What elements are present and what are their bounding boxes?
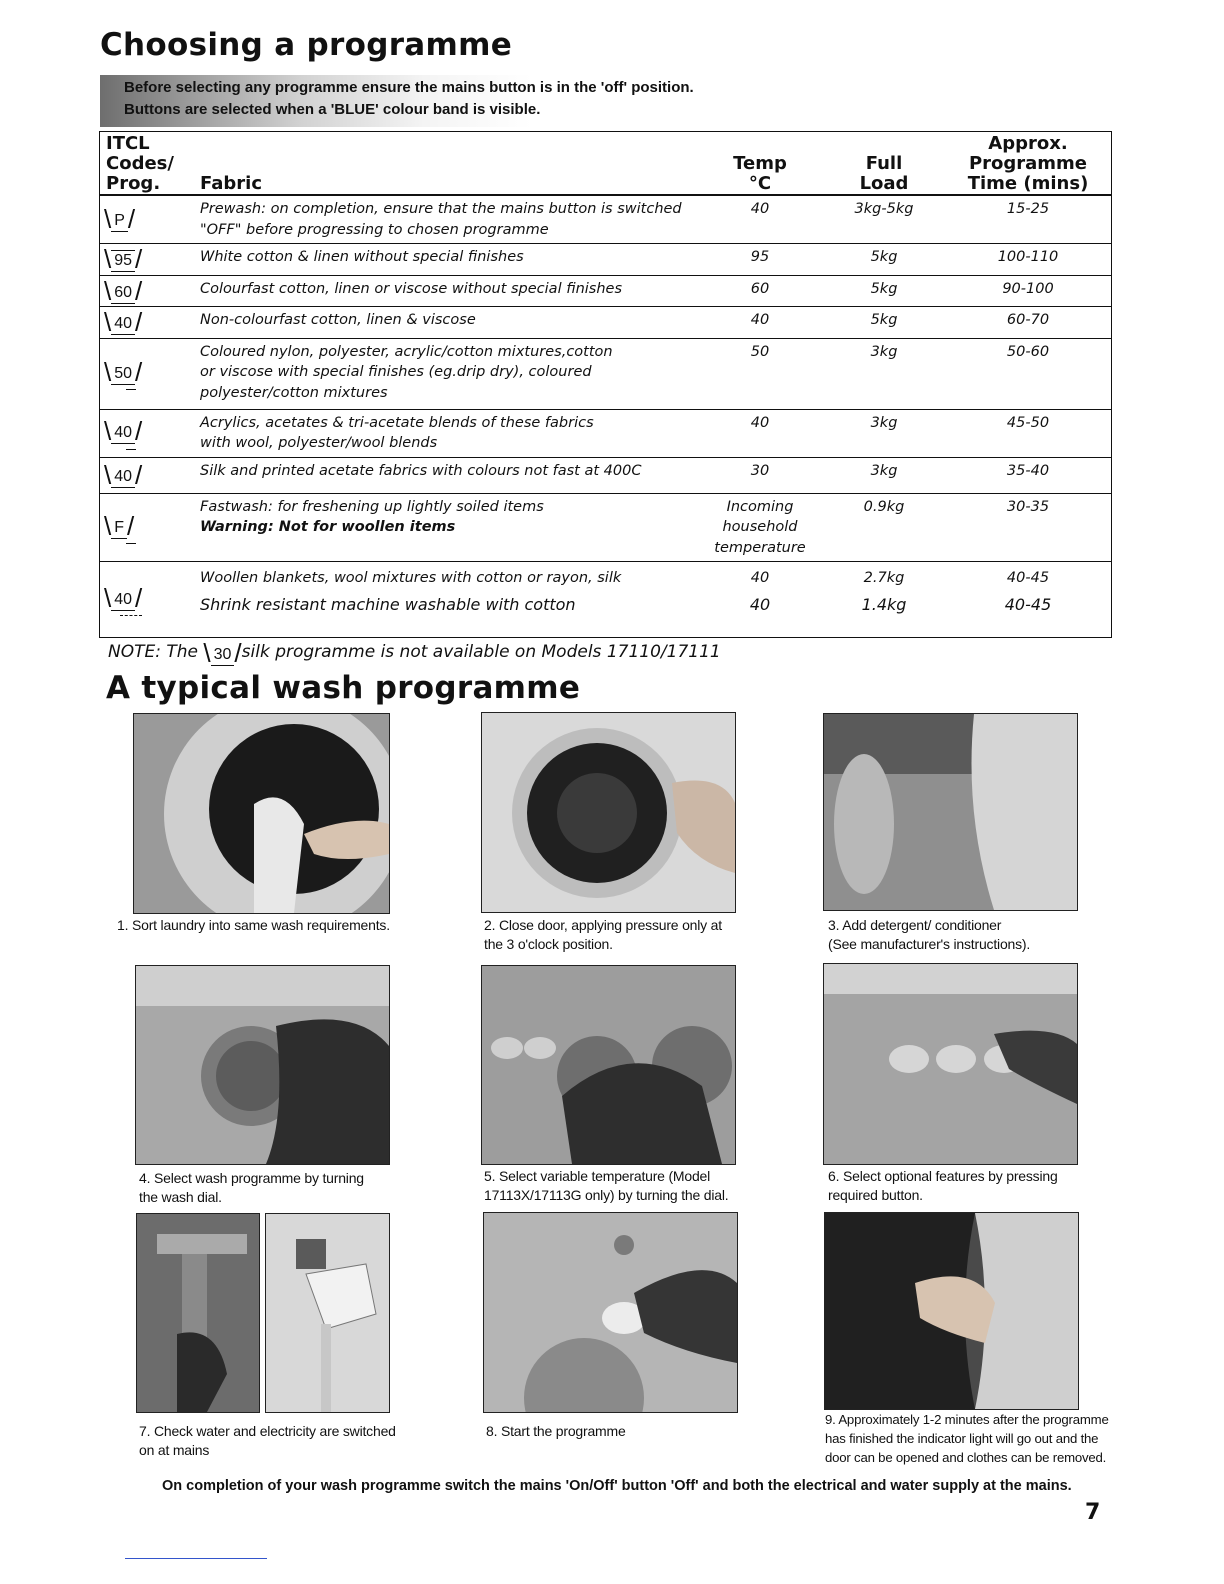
door-image	[482, 713, 735, 912]
temperature-dial-image	[482, 966, 735, 1164]
wash-tub-icon: \ F /	[104, 510, 135, 541]
time-cell: 30-35	[947, 493, 1112, 562]
header-temp	[699, 132, 823, 196]
open-door-image	[825, 1213, 1078, 1409]
load-cell: 0.9kg	[823, 493, 947, 562]
step-caption-8: 8. Start the programme	[486, 1423, 626, 1439]
section-title-typical: A typical wash programme	[106, 670, 581, 706]
detergent-drawer-image	[824, 714, 1077, 910]
time-cell: 45-50	[947, 409, 1112, 457]
header-time-1: Approx.	[988, 133, 1068, 154]
step-caption-1: 1. Sort laundry into same wash requirements.	[117, 917, 390, 933]
photo-select-programme	[135, 965, 390, 1165]
fabric-cell: Non-colourfast cotton, linen & viscose	[194, 307, 699, 339]
step-caption-4: 4. Select wash programme by turning the wash dial.	[139, 1170, 364, 1205]
photo-start-programme	[483, 1212, 738, 1413]
temp-cell: 30	[699, 457, 823, 493]
table-row	[100, 244, 1112, 276]
wash-symbol-cell	[100, 493, 195, 562]
time-cell: 60-70	[947, 307, 1112, 339]
wash-symbol-cell	[100, 244, 195, 276]
header-temp-1: Temp	[733, 153, 787, 174]
load-cell: 3kg-5kg	[823, 195, 947, 244]
water-tap-image	[137, 1214, 259, 1412]
wash-symbol-cell	[100, 457, 195, 493]
temp-cell: 95	[699, 244, 823, 276]
photo-water-tap	[136, 1213, 260, 1413]
start-button-image	[484, 1213, 737, 1412]
wash-tub-icon: \ 30 /	[203, 638, 242, 668]
note-line	[108, 638, 721, 666]
temp-cell: Incoming household temperature	[699, 493, 823, 562]
load-cell: 5kg	[823, 275, 947, 307]
wash-tub-icon: \ 95 /	[104, 244, 143, 274]
temp-cell: 40	[699, 195, 823, 244]
gentle-bar-icon	[126, 389, 136, 390]
wash-tub-icon: \ 40 /	[104, 459, 143, 490]
wash-tub-icon: \ P /	[104, 204, 136, 235]
wash-tub-icon: \ 50 /	[104, 356, 143, 387]
notice-banner	[100, 75, 820, 127]
temp-cell: 60	[699, 275, 823, 307]
time-cell: 50-60	[947, 338, 1112, 409]
fabric-cell: Acrylics, acetates & tri-acetate blends of these fabrics with wool, polyester/wool blends	[194, 409, 699, 457]
load-cell: 3kg	[823, 338, 947, 409]
photo-close-door	[481, 712, 736, 913]
header-time	[947, 132, 1112, 196]
gentle-bar-icon	[126, 449, 136, 450]
page-edge-line	[125, 1558, 267, 1559]
header-time-3: Time (mins)	[967, 173, 1089, 194]
step-caption-2: 2. Close door, applying pressure only at the 3 o'clock position.	[484, 917, 722, 952]
table-row	[100, 338, 1112, 409]
table-header-row	[100, 132, 1112, 196]
photo-select-temperature	[481, 965, 736, 1165]
header-code	[100, 132, 195, 196]
photo-electricity-socket	[265, 1213, 390, 1413]
load-cell: 3kg	[823, 409, 947, 457]
header-code-1: ITCL	[106, 133, 150, 154]
wash-symbol-cell	[100, 195, 195, 244]
header-load-1: Full	[865, 153, 903, 174]
step-caption-7: 7. Check water and electricity are switched on at mains	[139, 1423, 396, 1458]
section-title-choosing: Choosing a programme	[100, 27, 513, 63]
wash-symbol-cell	[100, 275, 195, 307]
fabric-cell: Woollen blankets, wool mixtures with cotton or rayon, silk Shrink resistant machine washable with cotton	[194, 562, 699, 638]
header-fabric	[194, 132, 699, 196]
header-code-3: Prog.	[106, 173, 161, 194]
wash-symbol-cell	[100, 562, 195, 638]
fabric-cell: White cotton & linen without special finishes	[194, 244, 699, 276]
fabric-cell: Silk and printed acetate fabrics with colours not fast at 400C	[194, 457, 699, 493]
wash-tub-icon: \ 40 /	[104, 582, 143, 613]
programme-table	[99, 131, 1112, 638]
wash-symbol-cell	[100, 409, 195, 457]
step-caption-6: 6. Select optional features by pressing required button.	[828, 1168, 1058, 1203]
time-cell: 40-45 40-45	[947, 562, 1112, 638]
header-temp-2: °C	[748, 173, 772, 194]
load-cell: 5kg	[823, 244, 947, 276]
header-code-2: Codes/	[106, 153, 174, 174]
header-time-2: Programme	[968, 153, 1088, 174]
temp-cell: 50	[699, 338, 823, 409]
step-caption-5: 5. Select variable temperature (Model 17113X/17113G only) by turning the dial.	[484, 1168, 729, 1203]
table-row	[100, 409, 1112, 457]
option-buttons-image	[824, 964, 1077, 1164]
temp-cell: 40	[699, 307, 823, 339]
table-row	[100, 307, 1112, 339]
page-number: 7	[1085, 1500, 1101, 1525]
fabric-cell: Prewash: on completion, ensure that the mains button is switched "OFF" before progressing to chosen programme	[194, 195, 699, 244]
table-row	[100, 195, 1112, 244]
photo-optional-features	[823, 963, 1078, 1165]
header-load-2: Load	[859, 173, 909, 194]
notice-line-2: Buttons are selected when a 'BLUE' colour band is visible.	[124, 101, 541, 118]
step-caption-3: 3. Add detergent/ conditioner (See manufacturer's instructions).	[828, 917, 1031, 952]
fabric-cell: Colourfast cotton, linen or viscose without special finishes	[194, 275, 699, 307]
table-row	[100, 275, 1112, 307]
temp-cell: 40 40	[699, 562, 823, 638]
wash-tub-icon: \ 60 /	[104, 275, 143, 306]
time-cell: 100-110	[947, 244, 1112, 276]
table-row	[100, 493, 1112, 562]
time-cell: 35-40	[947, 457, 1112, 493]
wash-tub-icon: \ 40 /	[104, 307, 143, 337]
drum-opening-image	[134, 714, 389, 913]
header-fabric-label: Fabric	[200, 173, 262, 194]
wash-symbol-cell	[100, 307, 195, 339]
completion-instruction: On completion of your wash programme switch the mains 'On/Off' button 'Off' and both the electrical and water supply at the mains.	[162, 1478, 1072, 1494]
fabric-cell: Fastwash: for freshening up lightly soiled items Warning: Not for woollen items	[194, 493, 699, 562]
fabric-cell: Coloured nylon, polyester, acrylic/cotton mixtures,cotton or viscose with special finishes (eg.drip dry), coloured polyester/cotton mixtures	[194, 338, 699, 409]
gentle-bar-icon	[126, 543, 136, 544]
notice-line-1: Before selecting any programme ensure the mains button is in the 'off' position.	[124, 79, 694, 96]
wash-tub-icon: \ 40 /	[104, 416, 143, 447]
photo-sort-laundry	[133, 713, 390, 914]
wash-symbol-cell	[100, 338, 195, 409]
gentle-double-bar-icon	[120, 615, 142, 616]
wash-dial-image	[136, 966, 389, 1164]
load-cell: 3kg	[823, 457, 947, 493]
photo-open-door	[824, 1212, 1079, 1410]
time-cell: 15-25	[947, 195, 1112, 244]
load-cell: 2.7kg 1.4kg	[823, 562, 947, 638]
load-cell: 5kg	[823, 307, 947, 339]
photo-add-detergent	[823, 713, 1078, 911]
table-row	[100, 562, 1112, 638]
header-load	[823, 132, 947, 196]
step-caption-9: 9. Approximately 1-2 minutes after the programme has finished the indicator light will go out and the door can be opened and clothes can be removed.	[825, 1412, 1109, 1465]
note-suffix: silk programme is not available on Models 17110/17111	[241, 642, 721, 662]
power-plug-image	[266, 1214, 389, 1412]
note-prefix: NOTE: The	[108, 642, 198, 662]
table-row	[100, 457, 1112, 493]
temp-cell: 40	[699, 409, 823, 457]
time-cell: 90-100	[947, 275, 1112, 307]
